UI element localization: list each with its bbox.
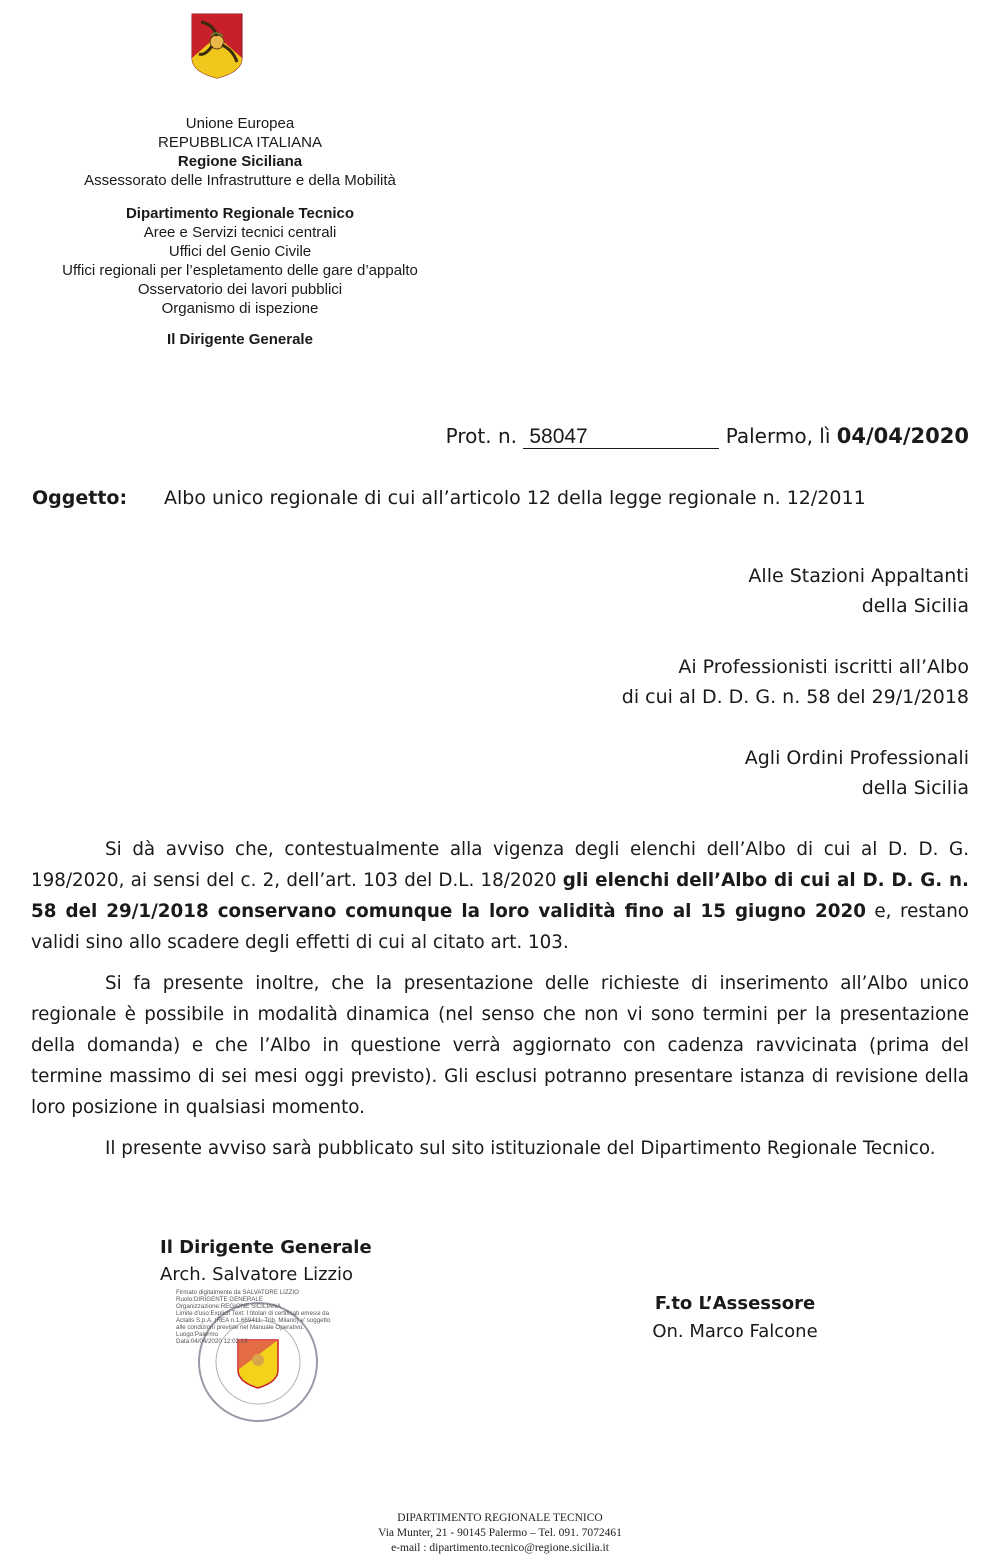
protocol-number: 58047 (523, 426, 719, 449)
header-republic: REPUBBLICA ITALIANA (158, 134, 322, 151)
body-paragraph-3: Il presente avviso sarà pubblicato sul sito istituzionale del Dipartimento Regionale Tecnico. (105, 1138, 936, 1159)
header-office-3: Uffici regionali per l’espletamento delle gare d’appalto (62, 262, 418, 279)
recipient-group (449, 561, 969, 621)
digital-signature-line: Firmato digitalmente da SALVATORE LIZZIO (176, 1289, 299, 1296)
digital-signature-line: Organizzazione:REGIONE SICILIANA (176, 1303, 281, 1310)
protocol-date: 04/04/2020 (836, 424, 969, 448)
recipient-line: della Sicilia (861, 777, 969, 799)
paragraph-text: Si dà avviso che, contestualmente alla vigenza degli elenchi dell’Albo di cui al D. D. G. 198/2020, ai sensi del c. 2, dell’art. 103 del D.L. 18/2020 (31, 839, 969, 891)
recipient-line: Agli Ordini Professionali (744, 747, 969, 769)
digital-signature-line: Ruolo:DIRIGENTE GENERALE (176, 1296, 263, 1303)
body-paragraph-1 (31, 834, 969, 958)
header-region: Regione Siciliana (177, 153, 303, 170)
recipients-block (449, 561, 969, 834)
digital-signature-line: Data:04/04/2020 12:02:13 (176, 1338, 248, 1345)
subject-label: Oggetto (32, 487, 120, 509)
header-assessorato: Assessorato delle Infrastrutture e della Mobilità (84, 172, 396, 189)
digital-signature-line: Limite d'uso:Explicit Text: I titolari di certificati emessi da (176, 1310, 330, 1317)
signature-name: On. Marco Falcone (652, 1321, 818, 1342)
signature-title: Il Dirigente Generale (160, 1237, 372, 1258)
protocol-label: Prot. n. (445, 424, 517, 448)
footer-email: e-mail : dipartimento.tecnico@regione.sicilia.it (391, 1542, 609, 1554)
recipient-group (449, 652, 969, 712)
page-footer (300, 1511, 700, 1556)
header-director: Il Dirigente Generale (167, 331, 313, 348)
signature-title: F.to L’Assessore (654, 1293, 816, 1314)
recipient-line: Alle Stazioni Appaltanti (748, 565, 969, 587)
signature-assessore (600, 1290, 870, 1346)
digital-signature-line: Luogo:Palermo (176, 1331, 218, 1338)
header-office-2: Uffici del Genio Civile (168, 243, 312, 260)
header-department: Dipartimento Regionale Tecnico (125, 205, 355, 222)
recipient-line: Ai Professionisti iscritti all’Albo (678, 656, 969, 678)
header-eu: Unione Europea (185, 115, 295, 132)
digital-signature-block (176, 1289, 366, 1345)
region-emblem-icon (189, 12, 245, 80)
paragraph-text: e, restano validi sino allo scadere degli effetti di cui al citato art. 103. (31, 901, 969, 953)
letterhead (30, 114, 450, 349)
header-office-4: Osservatorio dei lavori pubblici (137, 281, 343, 298)
paragraph-bold-text: gli elenchi dell’Albo di cui al D. D. G. n. 58 del 29/1/2018 conservano comunque la loro validità fino al 15 giugno 2020 (31, 870, 969, 922)
protocol-place: Palermo, lì (725, 424, 831, 448)
footer-department: DIPARTIMENTO REGIONALE TECNICO (397, 1512, 603, 1524)
subject-text: Albo unico regionale di cui all’articolo 12 della legge regionale n. 12/2011 (164, 487, 866, 509)
subject-line: Oggetto: Albo unico regionale di cui all’articolo 12 della legge regionale n. 12/2011 (32, 487, 866, 509)
header-office-1: Aree e Servizi tecnici centrali (143, 224, 337, 241)
signature-name: Arch. Salvatore Lizzio (160, 1264, 354, 1285)
letter-body (31, 834, 969, 1174)
footer-address: Via Munter, 21 - 90145 Palermo – Tel. 091. 7072461 (378, 1527, 622, 1539)
digital-signature-line: alle condizioni previste nel Manuale Operativo. (176, 1324, 304, 1331)
recipient-line: della Sicilia (861, 595, 969, 617)
body-paragraph-2: Si fa presente inoltre, che la presentazione delle richieste di inserimento all’Albo unico regionale è possibile in modalità dinamica (nel senso che non vi sono termini per la presentazione della domanda) e che l’Albo in questione verrà aggiornato con cadenza ravvicinata (prima del termine massimo di sei mesi oggi previsto). Gli esclusi potranno presentare istanza di revisione della loro posizione in qualsiasi momento. (31, 973, 969, 1118)
header-office-5: Organismo di ispezione (161, 300, 319, 317)
protocol-line (446, 422, 969, 450)
recipient-line: di cui al D. D. G. n. 58 del 29/1/2018 (621, 686, 969, 708)
signature-director (160, 1234, 372, 1288)
recipient-group (449, 743, 969, 803)
digital-signature-line: Actalis S.p.A. (REA n.1.669411, Trib. Milano) e' soggetto (176, 1317, 331, 1324)
